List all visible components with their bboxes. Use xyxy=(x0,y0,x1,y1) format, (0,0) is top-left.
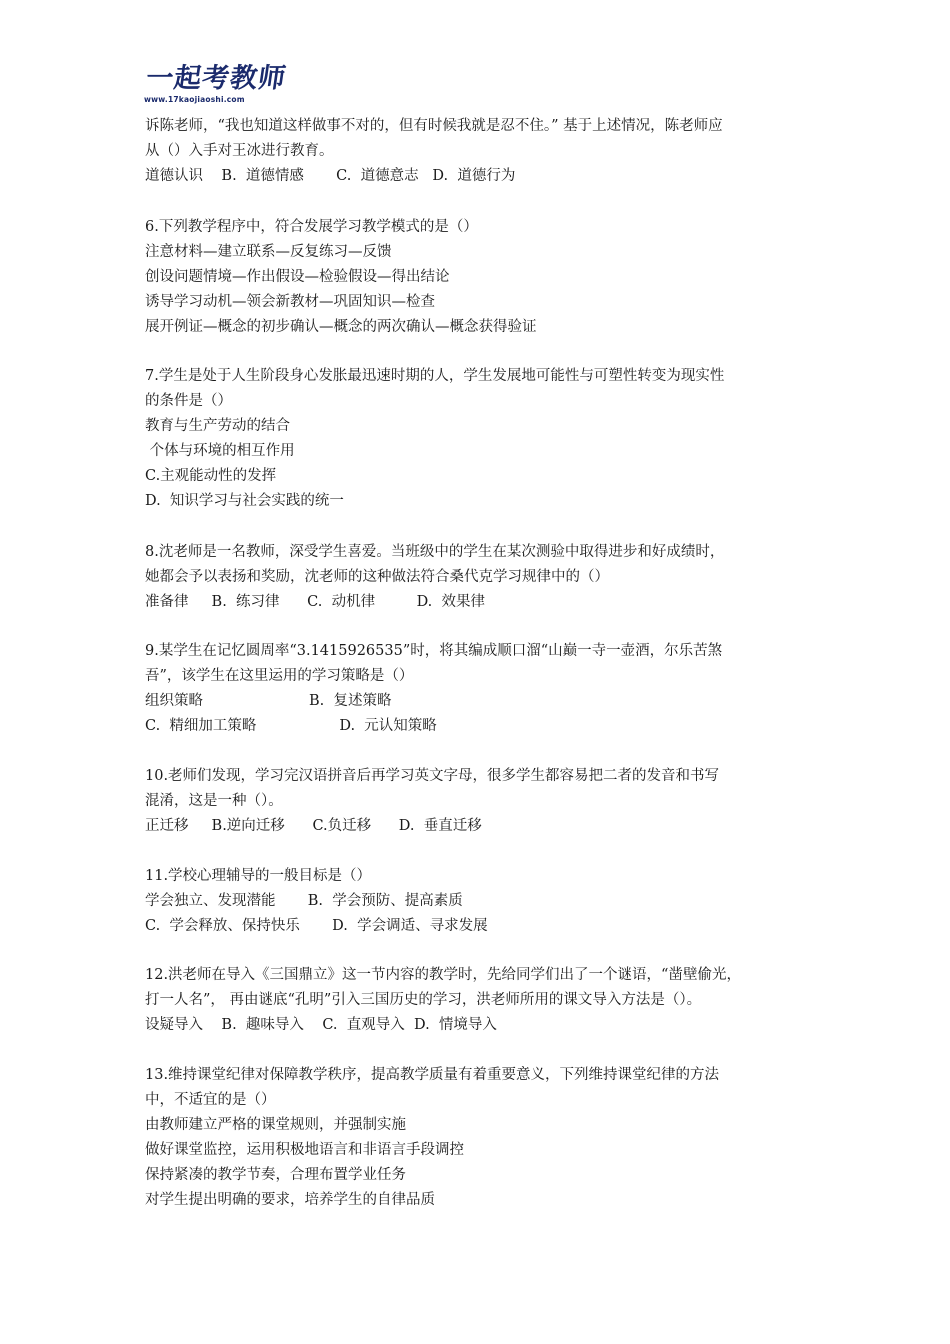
text-line: 设疑导入 B. 趣味导入 C. 直观导入 D. 情境导入 xyxy=(145,1017,497,1034)
text-line: 10.老师们发现，学习完汉语拼音后再学习英文字母，很多学生都容易把二者的发音和书写 xyxy=(145,767,720,784)
question-9 xyxy=(145,639,815,739)
text-line: C. 精细加工策略 D. 元认知策略 xyxy=(145,718,437,735)
logo-url: www.17kaojiaoshi.com xyxy=(144,95,245,104)
question-6 xyxy=(145,215,815,340)
text-line: 中，不适宜的是（） xyxy=(145,1091,276,1108)
block-spacer xyxy=(145,939,815,964)
block-spacer xyxy=(145,739,815,764)
text-line: D. 知识学习与社会实践的统一 xyxy=(145,493,344,510)
question-10 xyxy=(145,764,815,839)
question-5-tail xyxy=(145,114,815,189)
text-line: 6.下列教学程序中，符合发展学习教学模式的是（） xyxy=(145,218,478,235)
text-line: 教育与生产劳动的结合 xyxy=(145,418,290,435)
text-line: 打一人名”， 再由谜底“孔明”引入三国历史的学习，洪老师所用的课文导入方法是（）。 xyxy=(145,992,702,1009)
text-line: 正迁移 B.逆向迁移 C.负迁移 D. 垂直迁移 xyxy=(145,817,482,834)
brand-logo[interactable] xyxy=(144,63,289,104)
text-line: 她都会予以表扬和奖励，沈老师的这种做法符合桑代克学习规律中的（） xyxy=(145,568,609,585)
text-line: 组织策略 B. 复述策略 xyxy=(145,693,392,710)
text-line: 做好课堂监控，运用积极地语言和非语言手段调控 xyxy=(145,1141,464,1158)
text-line: 创设问题情境—作出假设—检验假设—得出结论 xyxy=(145,268,450,285)
text-line: 展开例证—概念的初步确认—概念的两次确认—概念获得验证 xyxy=(145,318,537,335)
block-spacer xyxy=(145,189,815,215)
question-13 xyxy=(145,1063,815,1213)
text-line: 个体与环境的相互作用 xyxy=(145,443,295,460)
block-spacer xyxy=(145,514,815,540)
block-spacer xyxy=(145,615,815,640)
text-line: 9.某学生在记忆圆周率“3.1415926535”时，将其编成顺口溜“山巅一寺一壶酒，尔乐苦煞 xyxy=(145,643,723,660)
text-line: 11.学校心理辅导的一般目标是（） xyxy=(145,867,372,884)
text-line: 注意材料—建立联系—反复练习—反馈 xyxy=(145,243,392,260)
block-spacer xyxy=(145,1038,815,1063)
text-line: 从（）入手对王冰进行教育。 xyxy=(145,143,334,159)
text-line: 准备律 B. 练习律 C. 动机律 D. 效果律 xyxy=(145,593,486,610)
text-line: C. 学会释放、保持快乐 D. 学会调适、寻求发展 xyxy=(145,917,488,934)
question-12 xyxy=(145,963,815,1038)
text-line: 7.学生是处于人生阶段身心发胀最迅速时期的人，学生发展地可能性与可塑性转变为现实性 xyxy=(145,368,725,385)
text-line: 保持紧凑的教学节奏，合理布置学业任务 xyxy=(145,1166,406,1183)
text-line: 诉陈老师，“我也知道这样做事不对的，但有时候我就是忍不住。” 基于上述情况，陈老师应 xyxy=(145,118,723,134)
text-line: 对学生提出明确的要求，培养学生的自律品质 xyxy=(145,1191,435,1208)
block-spacer xyxy=(145,839,815,864)
logo-wordmark: 一起考教师 xyxy=(144,63,289,94)
text-line: 13.维持课堂纪律对保障教学秩序，提高教学质量有着重要意义，下列维持课堂纪律的方法 xyxy=(145,1066,720,1083)
question-7 xyxy=(145,364,815,514)
text-line: 12.洪老师在导入《三国鼎立》这一节内容的教学时，先给同学们出了一个谜语，“凿壁偷光， xyxy=(145,967,741,984)
question-8 xyxy=(145,540,815,615)
text-line: 8.沈老师是一名教师，深受学生喜爱。当班级中的学生在某次测验中取得进步和好成绩时， xyxy=(145,543,725,560)
text-line: 由教师建立严格的课堂规则，并强制实施 xyxy=(145,1116,406,1133)
text-line: 混淆，这是一种（）。 xyxy=(145,792,283,809)
text-line: 学会独立、发现潜能 B. 学会预防、提高素质 xyxy=(145,892,463,909)
question-11 xyxy=(145,864,815,939)
text-line: 道德认识 B. 道德情感 C. 道德意志 D. 道德行为 xyxy=(145,168,516,184)
block-spacer xyxy=(145,340,815,365)
text-line: 的条件是（） xyxy=(145,393,232,410)
question-list xyxy=(145,114,815,1213)
text-line: 吾”，该学生在这里运用的学习策略是（） xyxy=(145,668,414,685)
text-line: C.主观能动性的发挥 xyxy=(145,468,277,485)
text-line: 诱导学习动机—领会新教材—巩固知识—检查 xyxy=(145,293,435,310)
